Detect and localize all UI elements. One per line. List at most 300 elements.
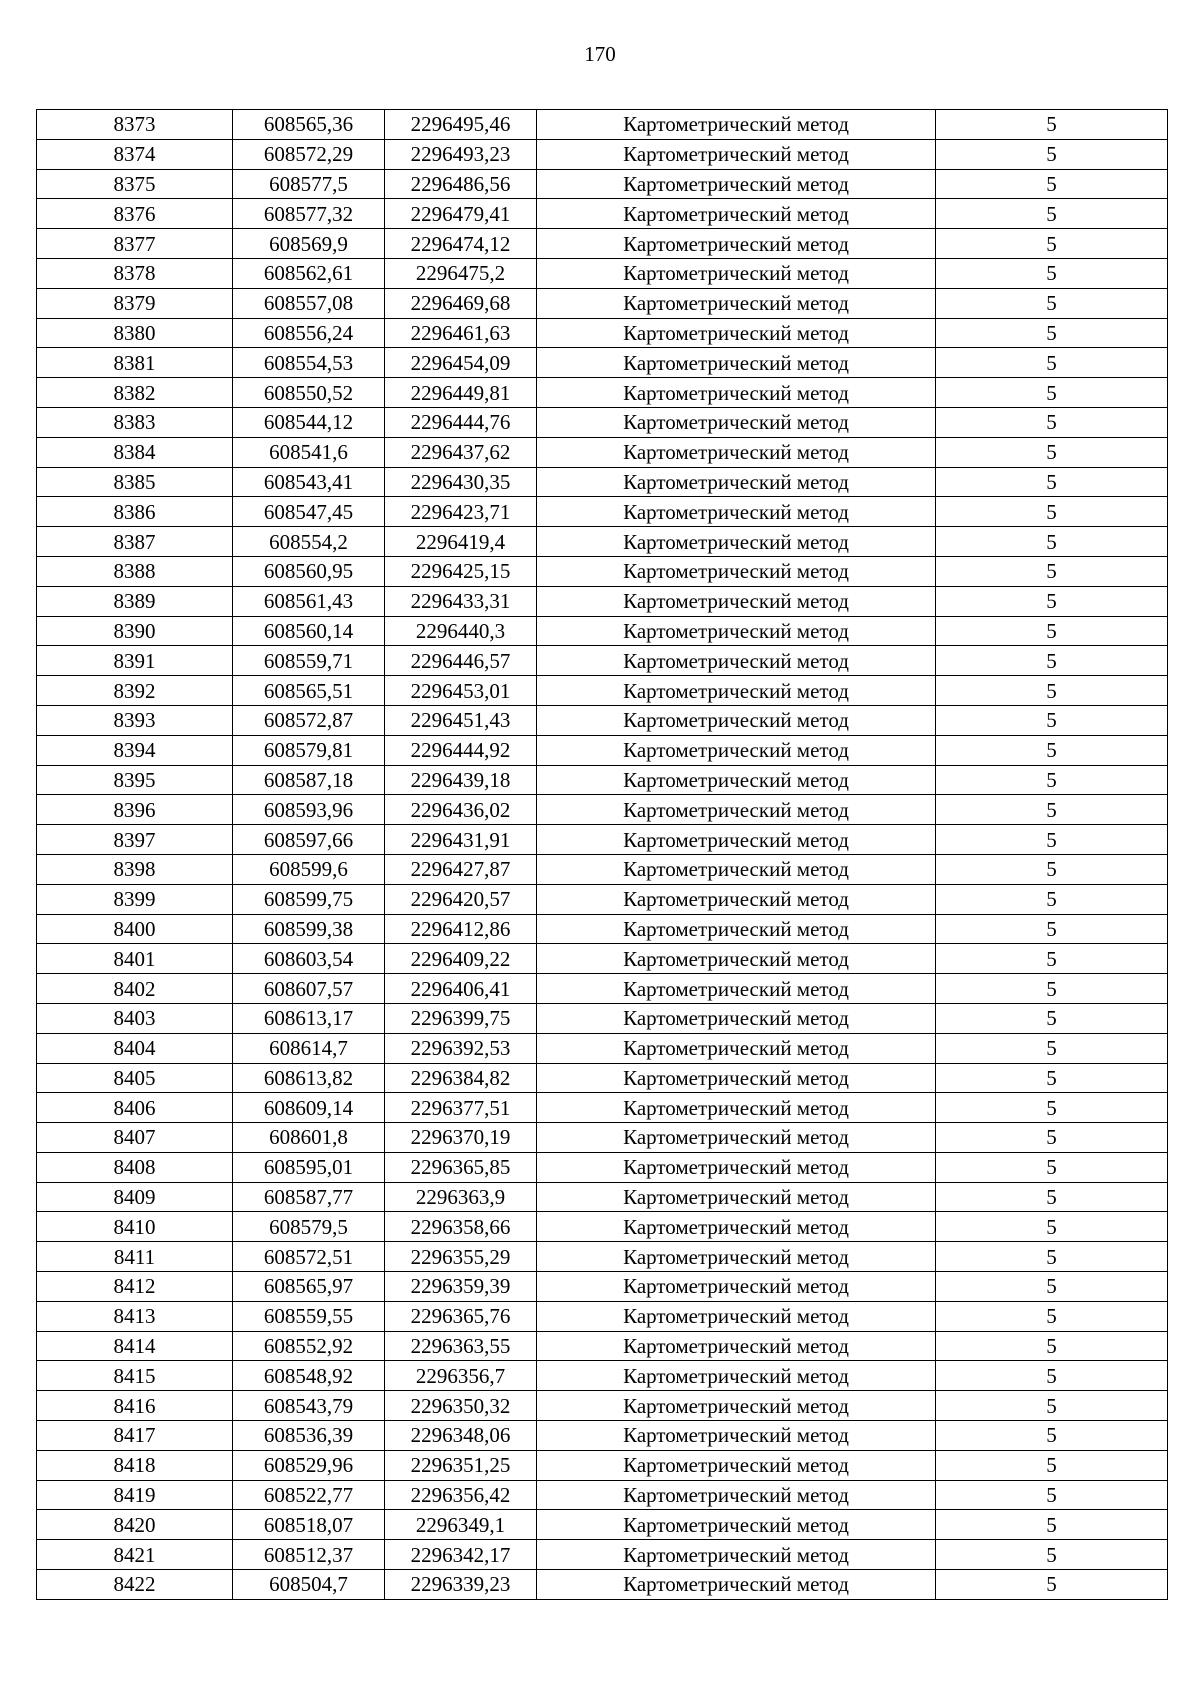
x-coordinate-cell: 608560,95: [233, 556, 385, 586]
y-coordinate-cell: 2296461,63: [385, 318, 537, 348]
point-number-cell: 8388: [37, 556, 233, 586]
accuracy-cell: 5: [936, 1301, 1168, 1331]
table-row: [37, 795, 1168, 825]
page-number: 170: [584, 42, 616, 66]
method-cell: Картометрический метод: [537, 318, 936, 348]
x-coordinate-cell: 608554,53: [233, 348, 385, 378]
method-cell: Картометрический метод: [537, 229, 936, 259]
method-cell: Картометрический метод: [537, 646, 936, 676]
point-number-cell: 8376: [37, 199, 233, 229]
table-row: [37, 735, 1168, 765]
y-coordinate-cell: 2296444,76: [385, 407, 537, 437]
table-row: [37, 318, 1168, 348]
method-cell: Картометрический метод: [537, 676, 936, 706]
y-coordinate-cell: 2296359,39: [385, 1272, 537, 1302]
y-coordinate-cell: 2296430,35: [385, 467, 537, 497]
method-cell: Картометрический метод: [537, 437, 936, 467]
table-row: [37, 1361, 1168, 1391]
point-number-cell: 8416: [37, 1391, 233, 1421]
accuracy-cell: 5: [936, 914, 1168, 944]
method-cell: Картометрический метод: [537, 1033, 936, 1063]
x-coordinate-cell: 608587,77: [233, 1182, 385, 1212]
x-coordinate-cell: 608550,52: [233, 378, 385, 408]
x-coordinate-cell: 608529,96: [233, 1450, 385, 1480]
table-row: [37, 258, 1168, 288]
accuracy-cell: 5: [936, 199, 1168, 229]
table-row: [37, 1570, 1168, 1600]
method-cell: Картометрический метод: [537, 735, 936, 765]
y-coordinate-cell: 2296363,55: [385, 1331, 537, 1361]
point-number-cell: 8413: [37, 1301, 233, 1331]
method-cell: Картометрический метод: [537, 974, 936, 1004]
y-coordinate-cell: 2296469,68: [385, 288, 537, 318]
method-cell: Картометрический метод: [537, 854, 936, 884]
accuracy-cell: 5: [936, 229, 1168, 259]
x-coordinate-cell: 608572,29: [233, 139, 385, 169]
point-number-cell: 8382: [37, 378, 233, 408]
y-coordinate-cell: 2296419,4: [385, 527, 537, 557]
table-row: [37, 437, 1168, 467]
coordinates-table: [36, 109, 1168, 1600]
point-number-cell: 8391: [37, 646, 233, 676]
point-number-cell: 8393: [37, 705, 233, 735]
point-number-cell: 8383: [37, 407, 233, 437]
table-row: [37, 646, 1168, 676]
point-number-cell: 8394: [37, 735, 233, 765]
accuracy-cell: 5: [936, 318, 1168, 348]
method-cell: Картометрический метод: [537, 527, 936, 557]
point-number-cell: 8414: [37, 1331, 233, 1361]
table-row: [37, 169, 1168, 199]
y-coordinate-cell: 2296384,82: [385, 1063, 537, 1093]
accuracy-cell: 5: [936, 884, 1168, 914]
point-number-cell: 8375: [37, 169, 233, 199]
table-row: [37, 1182, 1168, 1212]
y-coordinate-cell: 2296392,53: [385, 1033, 537, 1063]
table-row: [37, 705, 1168, 735]
y-coordinate-cell: 2296439,18: [385, 765, 537, 795]
table-row: [37, 378, 1168, 408]
table-row: [37, 914, 1168, 944]
y-coordinate-cell: 2296355,29: [385, 1242, 537, 1272]
table-row: [37, 1123, 1168, 1153]
accuracy-cell: 5: [936, 1272, 1168, 1302]
accuracy-cell: 5: [936, 1242, 1168, 1272]
method-cell: Картометрический метод: [537, 556, 936, 586]
table-row: [37, 825, 1168, 855]
method-cell: Картометрический метод: [537, 825, 936, 855]
method-cell: Картометрический метод: [537, 1212, 936, 1242]
x-coordinate-cell: 608522,77: [233, 1480, 385, 1510]
accuracy-cell: 5: [936, 1182, 1168, 1212]
method-cell: Картометрический метод: [537, 407, 936, 437]
table-row: [37, 1391, 1168, 1421]
point-number-cell: 8397: [37, 825, 233, 855]
x-coordinate-cell: 608572,87: [233, 705, 385, 735]
accuracy-cell: 5: [936, 1331, 1168, 1361]
y-coordinate-cell: 2296454,09: [385, 348, 537, 378]
method-cell: Картометрический метод: [537, 258, 936, 288]
x-coordinate-cell: 608554,2: [233, 527, 385, 557]
table-row: [37, 229, 1168, 259]
y-coordinate-cell: 2296436,02: [385, 795, 537, 825]
y-coordinate-cell: 2296493,23: [385, 139, 537, 169]
accuracy-cell: 5: [936, 1003, 1168, 1033]
table-row: [37, 527, 1168, 557]
x-coordinate-cell: 608557,08: [233, 288, 385, 318]
table-row: [37, 1540, 1168, 1570]
method-cell: Картометрический метод: [537, 1421, 936, 1451]
x-coordinate-cell: 608603,54: [233, 944, 385, 974]
accuracy-cell: 5: [936, 795, 1168, 825]
y-coordinate-cell: 2296409,22: [385, 944, 537, 974]
method-cell: Картометрический метод: [537, 1093, 936, 1123]
accuracy-cell: 5: [936, 1570, 1168, 1600]
x-coordinate-cell: 608577,32: [233, 199, 385, 229]
method-cell: Картометрический метод: [537, 1331, 936, 1361]
accuracy-cell: 5: [936, 110, 1168, 140]
x-coordinate-cell: 608614,7: [233, 1033, 385, 1063]
x-coordinate-cell: 608595,01: [233, 1152, 385, 1182]
table-row: [37, 1003, 1168, 1033]
x-coordinate-cell: 608544,12: [233, 407, 385, 437]
accuracy-cell: 5: [936, 1450, 1168, 1480]
table-row: [37, 616, 1168, 646]
x-coordinate-cell: 608518,07: [233, 1510, 385, 1540]
accuracy-cell: 5: [936, 1480, 1168, 1510]
point-number-cell: 8404: [37, 1033, 233, 1063]
x-coordinate-cell: 608587,18: [233, 765, 385, 795]
accuracy-cell: 5: [936, 616, 1168, 646]
x-coordinate-cell: 608543,41: [233, 467, 385, 497]
point-number-cell: 8403: [37, 1003, 233, 1033]
point-number-cell: 8421: [37, 1540, 233, 1570]
point-number-cell: 8422: [37, 1570, 233, 1600]
y-coordinate-cell: 2296356,42: [385, 1480, 537, 1510]
method-cell: Картометрический метод: [537, 467, 936, 497]
x-coordinate-cell: 608599,38: [233, 914, 385, 944]
table-row: [37, 139, 1168, 169]
accuracy-cell: 5: [936, 467, 1168, 497]
y-coordinate-cell: 2296420,57: [385, 884, 537, 914]
point-number-cell: 8418: [37, 1450, 233, 1480]
method-cell: Картометрический метод: [537, 110, 936, 140]
accuracy-cell: 5: [936, 437, 1168, 467]
table-row: [37, 497, 1168, 527]
method-cell: Картометрический метод: [537, 914, 936, 944]
table-row: [37, 467, 1168, 497]
y-coordinate-cell: 2296427,87: [385, 854, 537, 884]
x-coordinate-cell: 608607,57: [233, 974, 385, 1004]
x-coordinate-cell: 608541,6: [233, 437, 385, 467]
y-coordinate-cell: 2296437,62: [385, 437, 537, 467]
y-coordinate-cell: 2296349,1: [385, 1510, 537, 1540]
point-number-cell: 8402: [37, 974, 233, 1004]
method-cell: Картометрический метод: [537, 705, 936, 735]
x-coordinate-cell: 608599,75: [233, 884, 385, 914]
y-coordinate-cell: 2296486,56: [385, 169, 537, 199]
y-coordinate-cell: 2296451,43: [385, 705, 537, 735]
x-coordinate-cell: 608560,14: [233, 616, 385, 646]
point-number-cell: 8373: [37, 110, 233, 140]
x-coordinate-cell: 608536,39: [233, 1421, 385, 1451]
table-row: [37, 1480, 1168, 1510]
x-coordinate-cell: 608572,51: [233, 1242, 385, 1272]
x-coordinate-cell: 608552,92: [233, 1331, 385, 1361]
point-number-cell: 8392: [37, 676, 233, 706]
accuracy-cell: 5: [936, 586, 1168, 616]
table-row: [37, 1152, 1168, 1182]
table-row: [37, 1510, 1168, 1540]
method-cell: Картометрический метод: [537, 139, 936, 169]
method-cell: Картометрический метод: [537, 586, 936, 616]
y-coordinate-cell: 2296363,9: [385, 1182, 537, 1212]
accuracy-cell: 5: [936, 1361, 1168, 1391]
x-coordinate-cell: 608609,14: [233, 1093, 385, 1123]
x-coordinate-cell: 608593,96: [233, 795, 385, 825]
y-coordinate-cell: 2296423,71: [385, 497, 537, 527]
y-coordinate-cell: 2296440,3: [385, 616, 537, 646]
accuracy-cell: 5: [936, 1093, 1168, 1123]
table-row: [37, 288, 1168, 318]
y-coordinate-cell: 2296449,81: [385, 378, 537, 408]
accuracy-cell: 5: [936, 1033, 1168, 1063]
y-coordinate-cell: 2296350,32: [385, 1391, 537, 1421]
method-cell: Картометрический метод: [537, 378, 936, 408]
table-row: [37, 1421, 1168, 1451]
y-coordinate-cell: 2296495,46: [385, 110, 537, 140]
x-coordinate-cell: 608556,24: [233, 318, 385, 348]
method-cell: Картометрический метод: [537, 944, 936, 974]
accuracy-cell: 5: [936, 139, 1168, 169]
method-cell: Картометрический метод: [537, 497, 936, 527]
x-coordinate-cell: 608613,17: [233, 1003, 385, 1033]
method-cell: Картометрический метод: [537, 1301, 936, 1331]
table-row: [37, 765, 1168, 795]
accuracy-cell: 5: [936, 497, 1168, 527]
x-coordinate-cell: 608579,81: [233, 735, 385, 765]
x-coordinate-cell: 608559,71: [233, 646, 385, 676]
accuracy-cell: 5: [936, 825, 1168, 855]
table-row: [37, 676, 1168, 706]
table-row: [37, 1033, 1168, 1063]
table-row: [37, 586, 1168, 616]
point-number-cell: 8410: [37, 1212, 233, 1242]
method-cell: Картометрический метод: [537, 1510, 936, 1540]
table-row: [37, 1063, 1168, 1093]
point-number-cell: 8390: [37, 616, 233, 646]
point-number-cell: 8374: [37, 139, 233, 169]
accuracy-cell: 5: [936, 527, 1168, 557]
y-coordinate-cell: 2296356,7: [385, 1361, 537, 1391]
point-number-cell: 8406: [37, 1093, 233, 1123]
y-coordinate-cell: 2296425,15: [385, 556, 537, 586]
table-row: [37, 1301, 1168, 1331]
point-number-cell: 8395: [37, 765, 233, 795]
point-number-cell: 8411: [37, 1242, 233, 1272]
accuracy-cell: 5: [936, 1540, 1168, 1570]
point-number-cell: 8420: [37, 1510, 233, 1540]
y-coordinate-cell: 2296475,2: [385, 258, 537, 288]
point-number-cell: 8380: [37, 318, 233, 348]
point-number-cell: 8396: [37, 795, 233, 825]
table-row: [37, 974, 1168, 1004]
y-coordinate-cell: 2296377,51: [385, 1093, 537, 1123]
point-number-cell: 8398: [37, 854, 233, 884]
method-cell: Картометрический метод: [537, 1391, 936, 1421]
table-row: [37, 1093, 1168, 1123]
point-number-cell: 8389: [37, 586, 233, 616]
method-cell: Картометрический метод: [537, 1242, 936, 1272]
x-coordinate-cell: 608599,6: [233, 854, 385, 884]
method-cell: Картометрический метод: [537, 1540, 936, 1570]
table-row: [37, 348, 1168, 378]
method-cell: Картометрический метод: [537, 348, 936, 378]
accuracy-cell: 5: [936, 854, 1168, 884]
accuracy-cell: 5: [936, 1063, 1168, 1093]
point-number-cell: 8407: [37, 1123, 233, 1153]
point-number-cell: 8384: [37, 437, 233, 467]
table-row: [37, 110, 1168, 140]
accuracy-cell: 5: [936, 974, 1168, 1004]
point-number-cell: 8386: [37, 497, 233, 527]
y-coordinate-cell: 2296406,41: [385, 974, 537, 1004]
y-coordinate-cell: 2296453,01: [385, 676, 537, 706]
accuracy-cell: 5: [936, 735, 1168, 765]
point-number-cell: 8419: [37, 1480, 233, 1510]
point-number-cell: 8381: [37, 348, 233, 378]
x-coordinate-cell: 608512,37: [233, 1540, 385, 1570]
accuracy-cell: 5: [936, 1510, 1168, 1540]
table-row: [37, 556, 1168, 586]
x-coordinate-cell: 608543,79: [233, 1391, 385, 1421]
accuracy-cell: 5: [936, 1391, 1168, 1421]
y-coordinate-cell: 2296444,92: [385, 735, 537, 765]
y-coordinate-cell: 2296339,23: [385, 1570, 537, 1600]
point-number-cell: 8377: [37, 229, 233, 259]
table-row: [37, 199, 1168, 229]
accuracy-cell: 5: [936, 705, 1168, 735]
accuracy-cell: 5: [936, 676, 1168, 706]
x-coordinate-cell: 608601,8: [233, 1123, 385, 1153]
table-row: [37, 854, 1168, 884]
point-number-cell: 8401: [37, 944, 233, 974]
point-number-cell: 8415: [37, 1361, 233, 1391]
x-coordinate-cell: 608577,5: [233, 169, 385, 199]
table-row: [37, 407, 1168, 437]
accuracy-cell: 5: [936, 378, 1168, 408]
y-coordinate-cell: 2296365,85: [385, 1152, 537, 1182]
point-number-cell: 8379: [37, 288, 233, 318]
method-cell: Картометрический метод: [537, 1480, 936, 1510]
table-row: [37, 884, 1168, 914]
method-cell: Картометрический метод: [537, 884, 936, 914]
point-number-cell: 8387: [37, 527, 233, 557]
accuracy-cell: 5: [936, 169, 1168, 199]
point-number-cell: 8412: [37, 1272, 233, 1302]
y-coordinate-cell: 2296399,75: [385, 1003, 537, 1033]
x-coordinate-cell: 608565,36: [233, 110, 385, 140]
point-number-cell: 8405: [37, 1063, 233, 1093]
x-coordinate-cell: 608548,92: [233, 1361, 385, 1391]
method-cell: Картометрический метод: [537, 169, 936, 199]
accuracy-cell: 5: [936, 407, 1168, 437]
x-coordinate-cell: 608504,7: [233, 1570, 385, 1600]
y-coordinate-cell: 2296348,06: [385, 1421, 537, 1451]
accuracy-cell: 5: [936, 1123, 1168, 1153]
method-cell: Картометрический метод: [537, 1003, 936, 1033]
x-coordinate-cell: 608569,9: [233, 229, 385, 259]
y-coordinate-cell: 2296431,91: [385, 825, 537, 855]
y-coordinate-cell: 2296433,31: [385, 586, 537, 616]
method-cell: Картометрический метод: [537, 1182, 936, 1212]
method-cell: Картометрический метод: [537, 1152, 936, 1182]
point-number-cell: 8399: [37, 884, 233, 914]
point-number-cell: 8408: [37, 1152, 233, 1182]
x-coordinate-cell: 608597,66: [233, 825, 385, 855]
x-coordinate-cell: 608562,61: [233, 258, 385, 288]
point-number-cell: 8378: [37, 258, 233, 288]
accuracy-cell: 5: [936, 348, 1168, 378]
accuracy-cell: 5: [936, 258, 1168, 288]
y-coordinate-cell: 2296358,66: [385, 1212, 537, 1242]
accuracy-cell: 5: [936, 1212, 1168, 1242]
method-cell: Картометрический метод: [537, 288, 936, 318]
method-cell: Картометрический метод: [537, 765, 936, 795]
y-coordinate-cell: 2296474,12: [385, 229, 537, 259]
table-row: [37, 1212, 1168, 1242]
method-cell: Картометрический метод: [537, 1450, 936, 1480]
y-coordinate-cell: 2296365,76: [385, 1301, 537, 1331]
point-number-cell: 8409: [37, 1182, 233, 1212]
accuracy-cell: 5: [936, 944, 1168, 974]
accuracy-cell: 5: [936, 1421, 1168, 1451]
x-coordinate-cell: 608561,43: [233, 586, 385, 616]
accuracy-cell: 5: [936, 1152, 1168, 1182]
y-coordinate-cell: 2296412,86: [385, 914, 537, 944]
y-coordinate-cell: 2296351,25: [385, 1450, 537, 1480]
x-coordinate-cell: 608559,55: [233, 1301, 385, 1331]
method-cell: Картометрический метод: [537, 1272, 936, 1302]
point-number-cell: 8417: [37, 1421, 233, 1451]
method-cell: Картометрический метод: [537, 199, 936, 229]
x-coordinate-cell: 608579,5: [233, 1212, 385, 1242]
x-coordinate-cell: 608565,97: [233, 1272, 385, 1302]
y-coordinate-cell: 2296479,41: [385, 199, 537, 229]
accuracy-cell: 5: [936, 646, 1168, 676]
accuracy-cell: 5: [936, 288, 1168, 318]
table-row: [37, 1272, 1168, 1302]
table-row: [37, 1450, 1168, 1480]
y-coordinate-cell: 2296342,17: [385, 1540, 537, 1570]
method-cell: Картометрический метод: [537, 1123, 936, 1153]
method-cell: Картометрический метод: [537, 795, 936, 825]
table-row: [37, 1242, 1168, 1272]
coordinates-table-body: [37, 110, 1168, 1600]
table-row: [37, 944, 1168, 974]
point-number-cell: 8400: [37, 914, 233, 944]
x-coordinate-cell: 608565,51: [233, 676, 385, 706]
y-coordinate-cell: 2296446,57: [385, 646, 537, 676]
point-number-cell: 8385: [37, 467, 233, 497]
method-cell: Картометрический метод: [537, 1063, 936, 1093]
table-row: [37, 1331, 1168, 1361]
method-cell: Картометрический метод: [537, 1570, 936, 1600]
accuracy-cell: 5: [936, 556, 1168, 586]
y-coordinate-cell: 2296370,19: [385, 1123, 537, 1153]
method-cell: Картометрический метод: [537, 1361, 936, 1391]
method-cell: Картометрический метод: [537, 616, 936, 646]
